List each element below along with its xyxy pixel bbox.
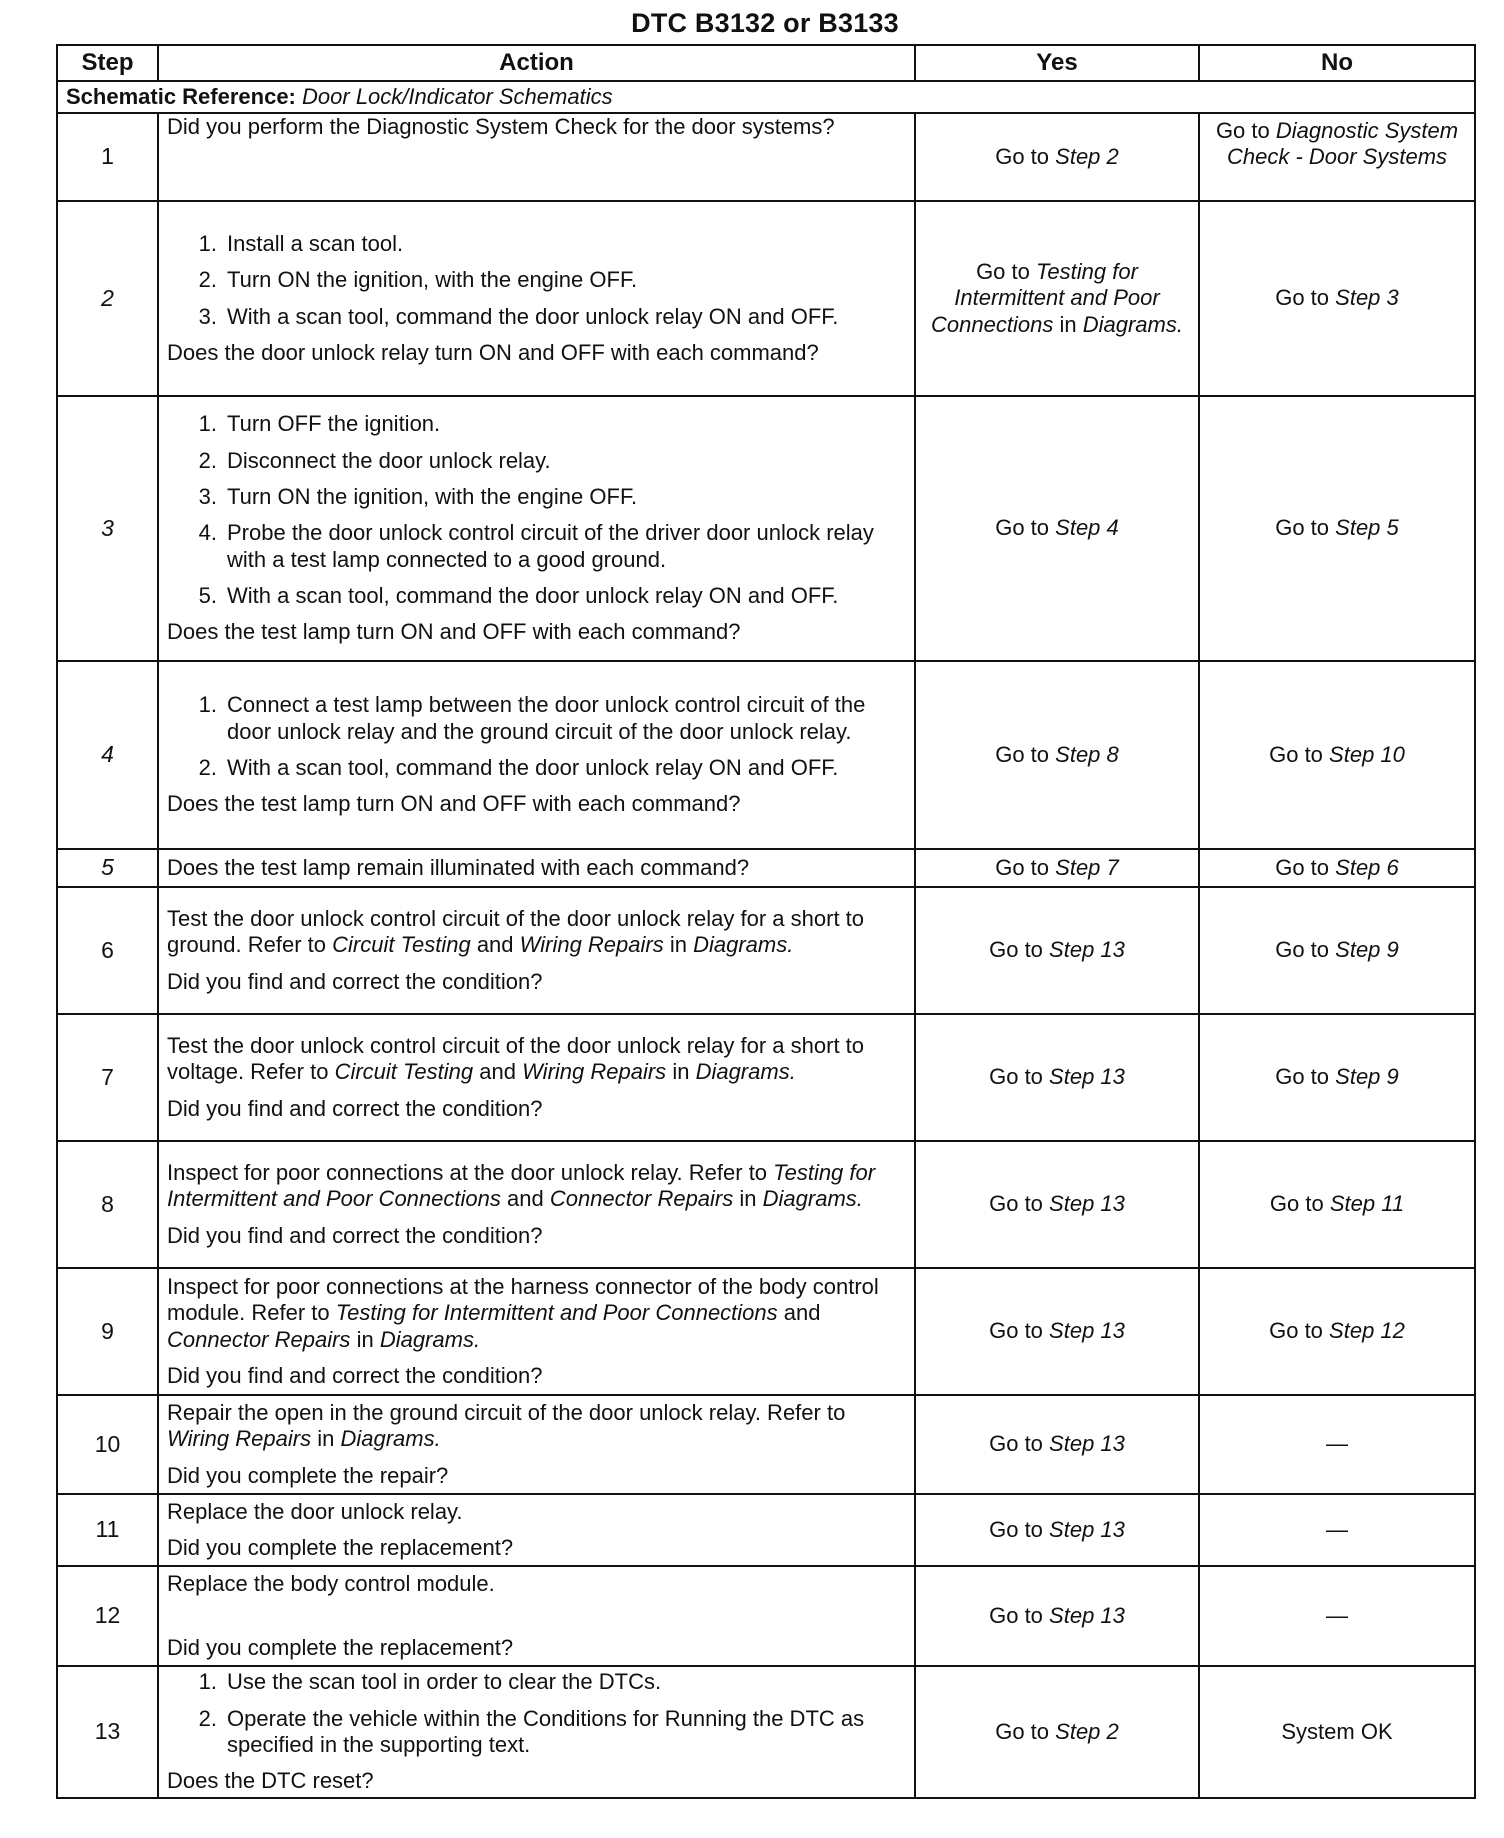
table-row [57, 849, 1475, 887]
no-cell: — [1199, 1395, 1475, 1494]
action-step: 1. Install a scan tool. [198, 230, 404, 256]
no-reference: Diagnostic System Check - Door Systems [1226, 118, 1459, 170]
action-step: 2. Disconnect the door unlock relay. [198, 447, 551, 473]
action-cell [158, 1141, 915, 1268]
header-step: Step [57, 45, 158, 81]
action-cell [158, 1014, 915, 1141]
no-cell [1199, 113, 1475, 201]
action-step: 3. With a scan tool, command the door unlock relay ON and OFF. [198, 303, 839, 329]
table-row [57, 1268, 1475, 1395]
yes-cell: Go to Step 8 [915, 661, 1199, 849]
action-question: Did you find and correct the condition? [167, 1222, 543, 1248]
step-number: 8 [57, 1141, 158, 1268]
table-row [57, 1395, 1475, 1494]
action-description: Replace the door unlock relay. [167, 1498, 463, 1524]
step-number: 11 [57, 1494, 158, 1566]
action-cell [158, 661, 915, 849]
action-description: Test the door unlock control circuit of the door unlock relay for a short to voltage. Refer to Circuit Testing and Wiring Repairs in Diagrams. [167, 1032, 865, 1085]
no-cell: Go to Step 9 [1199, 887, 1475, 1014]
yes-cell: Go to Step 7 [915, 849, 1199, 887]
table-row [57, 1141, 1475, 1268]
step-number: 5 [57, 849, 158, 887]
no-cell: Go to Step 11 [1199, 1141, 1475, 1268]
step-number: 3 [57, 396, 158, 661]
action-step: 4. Probe the door unlock control circuit of the driver door unlock relay with a test lamp connected to a good ground. [198, 520, 874, 572]
table-row [57, 1014, 1475, 1141]
yes-cell: Go to Step 13 [915, 1141, 1199, 1268]
table-row [57, 201, 1475, 396]
action-question: Did you complete the replacement? [167, 1535, 514, 1560]
step-number: 7 [57, 1014, 158, 1141]
no-cell: Go to Step 5 [1199, 396, 1475, 661]
yes-cell: Go to Step 13 [915, 1014, 1199, 1141]
action-cell [158, 1666, 915, 1798]
table-row [57, 661, 1475, 849]
yes-prefix: Go to [995, 143, 1050, 169]
action-question: Did you perform the Diagnostic System Check for the door systems? [167, 114, 835, 139]
yes-cell: Go to Step 4 [915, 396, 1199, 661]
action-step: 1. Connect a test lamp between the door unlock control circuit of the door unlock relay and the ground circuit of the door unlock relay. [198, 692, 866, 744]
action-steps [167, 231, 906, 330]
yes-cell: Go to Step 13 [915, 1566, 1199, 1666]
action-cell [158, 113, 915, 201]
yes-cell: Go to Step 13 [915, 1268, 1199, 1395]
schematic-label: Schematic Reference: [66, 83, 296, 109]
schematic-value: Door Lock/Indicator Schematics [302, 83, 613, 109]
action-question: Did you complete the replacement? [167, 1635, 514, 1660]
document-title: DTC B3132 or B3133 [631, 8, 899, 38]
table-row [57, 1666, 1475, 1798]
no-cell: Go to Step 9 [1199, 1014, 1475, 1141]
action-cell [158, 396, 915, 661]
action-step: 1. Turn OFF the ignition. [198, 411, 441, 437]
action-question: Does the door unlock relay turn ON and OFF with each command? [167, 339, 819, 365]
header-no: No [1199, 45, 1475, 81]
yes-cell: Go to Testing for Intermittent and Poor Connections in Diagrams. [915, 201, 1199, 396]
yes-cell: Go to Step 2 [915, 1666, 1199, 1798]
schematic-row [57, 81, 1475, 113]
yes-cell: Go to Step 13 [915, 1395, 1199, 1494]
action-question: Did you find and correct the condition? [167, 968, 543, 994]
action-step: 2. With a scan tool, command the door unlock relay ON and OFF. [198, 755, 839, 780]
yes-cell: Go to Step 13 [915, 1494, 1199, 1566]
step-number: 6 [57, 887, 158, 1014]
no-cell: System OK [1199, 1666, 1475, 1798]
action-cell [158, 887, 915, 1014]
no-cell: — [1199, 1494, 1475, 1566]
action-description: Replace the body control module. [167, 1570, 495, 1596]
action-cell [158, 1395, 915, 1494]
header-yes: Yes [915, 45, 1199, 81]
action-steps [167, 692, 906, 781]
action-step: 2. Turn ON the ignition, with the engine OFF. [198, 267, 638, 293]
action-step: 1. Use the scan tool in order to clear the DTCs. [198, 1669, 662, 1695]
step-number: 10 [57, 1395, 158, 1494]
action-cell [158, 1268, 915, 1395]
action-cell [158, 1566, 915, 1666]
action-cell [158, 201, 915, 396]
no-prefix: Go to [1215, 118, 1270, 143]
table-row [57, 1494, 1475, 1566]
step-number: 2 [57, 201, 158, 396]
no-cell: Go to Step 10 [1199, 661, 1475, 849]
action-step: 5. With a scan tool, command the door unlock relay ON and OFF. [198, 583, 839, 609]
action-question: Does the test lamp turn ON and OFF with each command? [167, 619, 741, 645]
action-step: 2. Operate the vehicle within the Conditions for Running the DTC as specified in the supporting text. [198, 1705, 865, 1757]
action-cell [158, 1494, 915, 1566]
action-description: Repair the open in the ground circuit of the door unlock relay. Refer to Wiring Repairs in Diagrams. [167, 1399, 846, 1452]
action-question: Did you complete the repair? [167, 1462, 449, 1488]
table-row [57, 396, 1475, 661]
no-cell: Go to Step 12 [1199, 1268, 1475, 1395]
schematic-reference [57, 81, 1475, 113]
action-description: Test the door unlock control circuit of the door unlock relay for a short to ground. Refer to Circuit Testing and Wiring Repairs in Diagrams. [167, 905, 865, 958]
yes-reference: Step 2 [1055, 143, 1119, 169]
action-step: 3. Turn ON the ignition, with the engine OFF. [198, 483, 638, 509]
no-cell: Go to Step 3 [1199, 201, 1475, 396]
action-description: Inspect for poor connections at the harness connector of the body control module. Refer to Testing for Intermittent and Poor Connections and Connector Repairs in Diagrams. [167, 1273, 879, 1352]
step-number: 9 [57, 1268, 158, 1395]
action-question: Does the test lamp turn ON and OFF with each command? [167, 791, 741, 817]
diagnostic-table [56, 44, 1476, 1799]
action-question: Did you find and correct the condition? [167, 1095, 543, 1121]
table-row [57, 1566, 1475, 1666]
action-question: Does the test lamp remain illuminated with each command? [167, 854, 750, 880]
yes-cell: Go to Step 13 [915, 887, 1199, 1014]
action-steps [167, 1669, 906, 1758]
action-steps [167, 411, 906, 609]
action-question: Did you find and correct the condition? [167, 1362, 543, 1388]
header-action: Action [158, 45, 915, 81]
yes-cell [915, 113, 1199, 201]
step-number: 4 [57, 661, 158, 849]
no-cell: Go to Step 6 [1199, 849, 1475, 887]
action-description: Inspect for poor connections at the door unlock relay. Refer to Testing for Intermittent and Poor Connections and Connector Repairs in Diagrams. [167, 1159, 876, 1212]
table-row [57, 887, 1475, 1014]
no-cell: — [1199, 1566, 1475, 1666]
step-number: 12 [57, 1566, 158, 1666]
table-row [57, 113, 1475, 201]
action-question: Does the DTC reset? [167, 1768, 374, 1794]
step-number: 13 [57, 1666, 158, 1798]
step-number: 1 [57, 113, 158, 201]
action-cell [158, 849, 915, 887]
header-row [57, 45, 1475, 81]
